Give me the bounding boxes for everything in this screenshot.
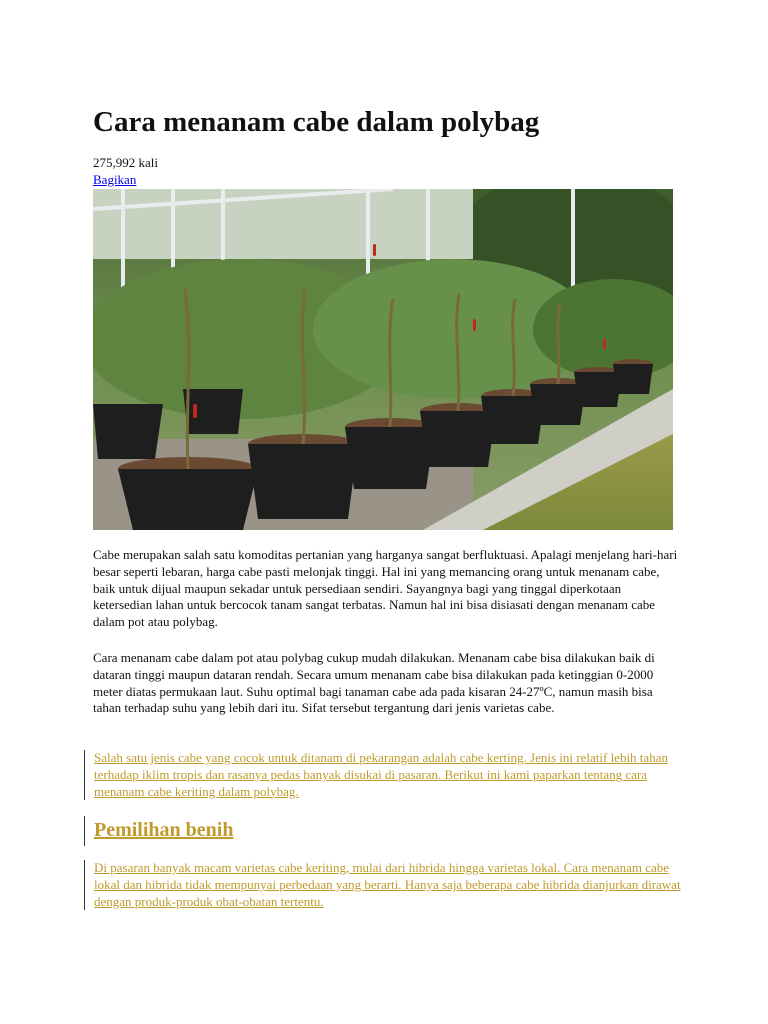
paragraph: Cara menanam cabe dalam pot atau polybag cukup mudah dilakukan. Menanam cabe bisa dilakukan baik di dataran tinggi maupun dataran rendah. Secara umum menanam cabe bisa dilakukan pada ketinggian 0-2000 meter diatas permukaan laut. Suhu optimal bagi tanaman cabe ada pada kisaran 24-27ºC, namun masih bisa tahan terhadap suhu yang lebih dari itu. Sifat tersebut tergantung dari jenis varietas cabe. xyxy=(93,650,655,716)
share-link[interactable]: Bagikan xyxy=(93,172,137,187)
quote-text-link[interactable]: Salah satu jenis cabe yang cocok untuk ditanam di pekarangan adalah cabe kerting. Jenis ini relatif lebih tahan terhadap iklim tropis dan rasanya pedas banyak disukai di pasaran. Berikut ini kami paparkan tentang cara menanam cabe keriting dalam polybag. xyxy=(94,750,668,799)
paragraph: Cabe merupakan salah satu komoditas pertanian yang harganya sangat berfluktuasi. Apalagi menjelang hari-hari besar seperti lebaran, harga cabe pasti melonjak tinggi. Hal ini yang memancing orang untuk menanam cabe, baik untuk dijual maupun sekadar untuk persediaan sendiri. Sayangnya bagi yang tinggal diperkotaan ketersedian lahan untuk bercocok tanam sangat terbatas. Namun hal ini bisa disiasati dengan menanam cabe dalam pot atau polybag. xyxy=(93,547,678,630)
page-title: Cara menanam cabe dalam polybag xyxy=(93,106,540,138)
quote-text-link[interactable]: Di pasaran banyak macam varietas cabe keriting, mulai dari hibrida hingga varietas lokal. Cara menanam cabe lokal dan hibrida tidak mempunyai perbedaan yang berarti. Hanya saja beberapa cabe hibrida dianjurkan dirawat dengan produk-produk obat-obatan tertentu. xyxy=(94,860,681,909)
quote-block xyxy=(84,860,684,910)
article-photo xyxy=(93,189,673,530)
chili-plants-illustration xyxy=(93,189,673,530)
view-count: 275,992 kali xyxy=(93,155,158,170)
section-heading[interactable]: Pemilihan benih xyxy=(94,819,234,841)
section-heading-block xyxy=(84,816,233,846)
quote-block xyxy=(84,750,684,800)
